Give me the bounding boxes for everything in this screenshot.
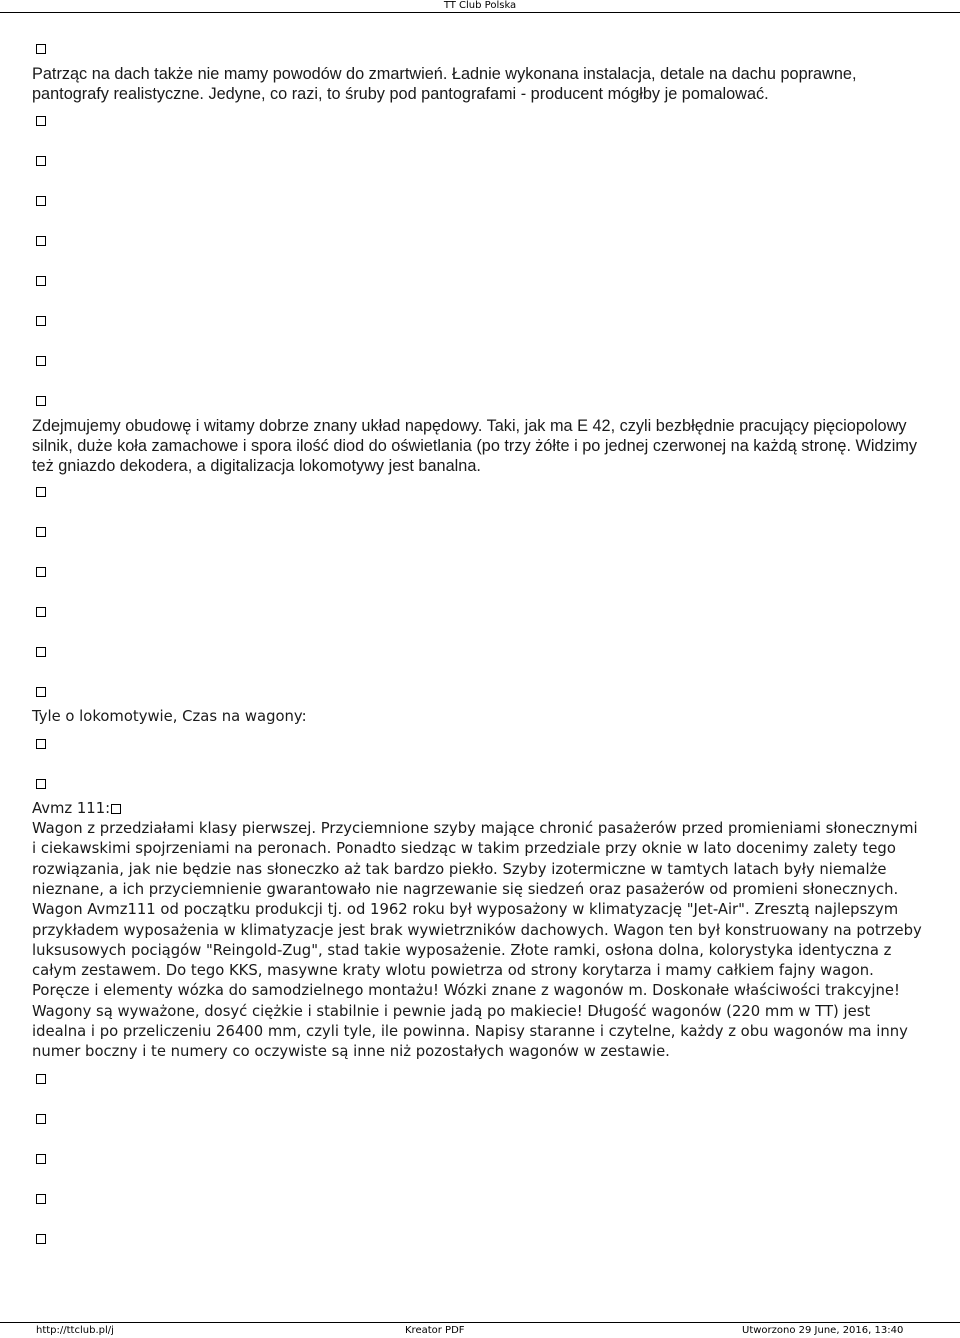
image-placeholder-icon xyxy=(36,1234,46,1244)
avmz-heading: Avmz 111: xyxy=(32,799,111,817)
image-placeholder-icon xyxy=(36,116,46,126)
image-placeholder-icon xyxy=(36,527,46,537)
image-placeholder-icon xyxy=(111,804,121,814)
page-footer xyxy=(0,1324,960,1338)
image-placeholder-icon xyxy=(36,1114,46,1124)
image-placeholder-icon xyxy=(36,44,46,54)
image-placeholder-icon xyxy=(36,156,46,166)
image-placeholder-icon xyxy=(36,316,46,326)
image-placeholder-icon xyxy=(36,356,46,366)
image-placeholder-icon xyxy=(36,236,46,246)
footer-url[interactable]: http://ttclub.pl/j xyxy=(36,1325,114,1336)
avmz-heading-line xyxy=(32,799,922,819)
paragraph-roof: Patrząc na dach także nie mamy powodów do zmartwień. Ładnie wykonana instalacja, detale na dachu poprawne, pantografy realistyczne. Jedyne, co razi, to śruby pod pantografami - producent mógłby je pomalować. xyxy=(32,65,857,104)
image-placeholder-icon xyxy=(36,1194,46,1204)
paragraph-avmz: Wagon z przedziałami klasy pierwszej. Przyciemnione szyby mające chronić pasażerów przed promieniami słonecznymi i ciekawskimi spojrzeniami na peronach. Ponadto siedząc w takim przedziale przy oknie w lato docenimy zalety tego rozwiązania, jak nie będzie nas słoneczko aż tak bardzo piekło. Szyby izotermiczne w tamtych latach były niemalże nieznane, a ich przyciemnienie gwarantowało nie nagrzewanie się siedzeń oraz pasażerów od promieni słonecznych. Wagon Avmz111 od początku produkcji tj. od 1962 roku był wyposażony w klimatyzację "Jet-Air". Zresztą najlepszym przykładem wyposażenia w klimatyzacje jest brak wywietrzników dachowych. Wagon ten był konstruowany na potrzeby luksusowych pociągów "Reingold-Zug", stad takie wyposażenie. Złote ramki, osłona dolna, kolorystyka identyczna z całym zestawem. Do tego KKS, masywne kraty wlotu powietrza od strony korytarza i mamy całkiem fajny wagon. Poręcze i elementy wózka do samodzielnego montażu! Wózki znane z wagonów m. Doskonałe właściwości trakcyjne! Wagony są wyważone, dosyć ciężkie i stabilnie i pewnie jadą po makiecie! Długość wagonów (220 mm w TT) jest idealna i po przeliczeniu 26400 mm, czyli tyle, ile powinna. Napisy staranne i czytelne, każdy z obu wagonów ma inny numer boczny i te numery co oczywiste są inne niż pozostałych wagonów w zestawie. xyxy=(32,820,922,1061)
image-placeholder-icon xyxy=(36,567,46,577)
image-placeholder-icon xyxy=(36,607,46,617)
footer-created-date: Utworzono 29 June, 2016, 13:40 xyxy=(742,1325,904,1336)
header-divider xyxy=(0,12,960,13)
image-placeholder-icon xyxy=(36,196,46,206)
footer-divider xyxy=(0,1322,960,1323)
image-placeholder-icon xyxy=(36,396,46,406)
image-placeholder-icon xyxy=(36,687,46,697)
image-placeholder-icon xyxy=(36,779,46,789)
image-placeholder-icon xyxy=(36,1154,46,1164)
image-placeholder-icon xyxy=(36,1074,46,1084)
article-content xyxy=(32,44,922,1254)
image-placeholder-icon xyxy=(36,487,46,497)
page-header xyxy=(0,0,960,12)
image-placeholder-icon xyxy=(36,739,46,749)
footer-creator: Kreator PDF xyxy=(405,1325,465,1336)
image-placeholder-icon xyxy=(36,647,46,657)
site-title: TT Club Polska xyxy=(443,0,517,11)
image-placeholder-icon xyxy=(36,276,46,286)
paragraph-drive: Zdejmujemy obudowę i witamy dobrze znany układ napędowy. Taki, jak ma E 42, czyli bezbłędnie pracujący pięciopolowy silnik, duże koła zamachowe i spora ilość diod do oświetlania (po trzy żółte i po jednej czerwonej na każdą stronę. Widzimy też gniazdo dekodera, a digitalizacja lokomotywy jest banalna. xyxy=(32,416,918,476)
paragraph-wagons-intro: Tyle o lokomotywie, Czas na wagony: xyxy=(32,708,307,726)
